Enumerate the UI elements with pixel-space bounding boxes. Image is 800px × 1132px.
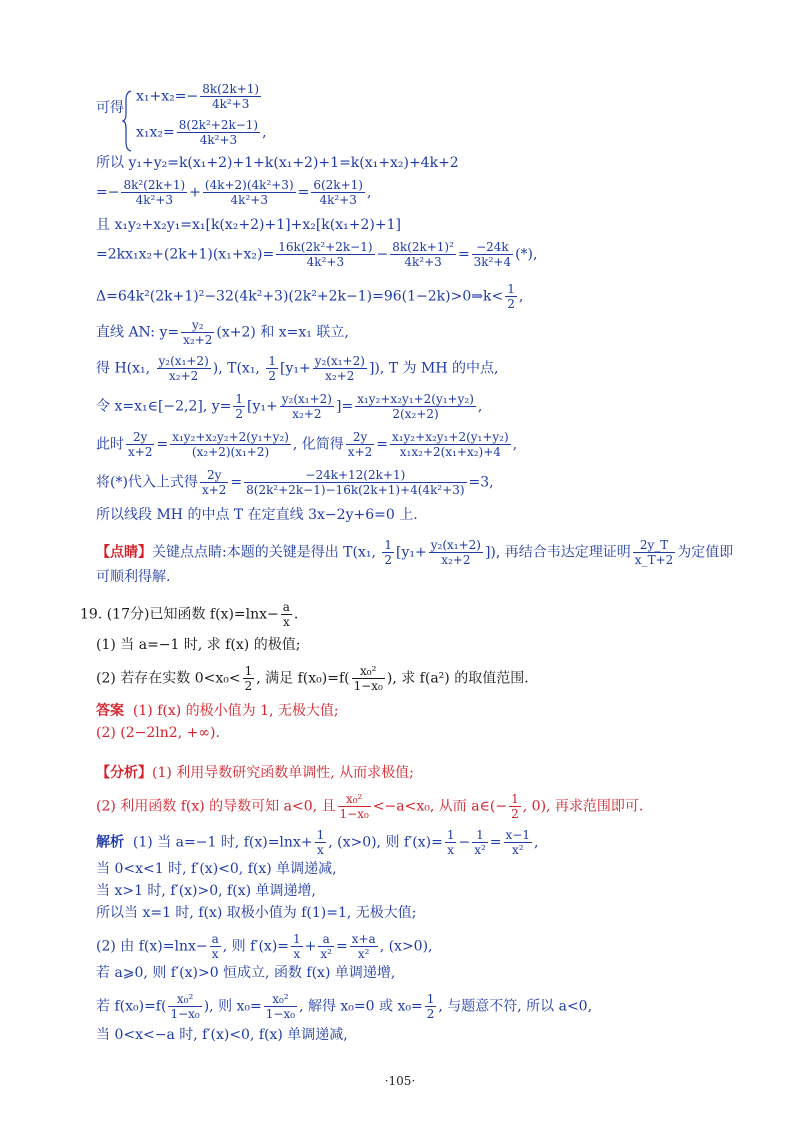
system-intro: 可得 xyxy=(96,100,124,116)
analysis-line-2: (2) 利用函数 f(x) 的导数可知 a<0, 且 $\frac{\text{x₀²}}{\text{1−x₀}}$ <−a<x₀, 从而 a∈(− $\frac{1}{2}$ , 0), 再求范围即可. xyxy=(96,792,644,821)
solution-19-line-4: 所以当 x=1 时, f(x) 取极小值为 f(1)=1, 无极大值; xyxy=(96,905,417,921)
key-point-tag: 【点睛】 xyxy=(96,544,152,561)
solution-line-10: 将(*)代入上式得 $\frac{2y}{x+2}$ = $\frac{-24k+12(2k+1)}{\text{8(2k²+2k−1)−16k(2k+1)+4(4k²+3)}}$ =3, xyxy=(96,468,494,497)
solution-line-1: 所以 y₁+y₂=k(x₁+2)+1+k(x₁+2)+1=k(x₁+x₂)+4k+2 xyxy=(96,155,459,171)
left-brace-icon xyxy=(122,90,132,152)
system-eq-1: x₁+x₂=− $\frac{8k(2k+1)}{\text{4k²+3}}$ xyxy=(136,82,260,111)
solution-19-line-6: 若 a⩾0, 则 f′(x)>0 恒成立, 函数 f(x) 单调递增, xyxy=(96,965,396,981)
solution-19-line-5: (2) 由 f(x)=lnx− $\frac{a}{x}$ , 则 f′(x)= $\frac{1}{x}$ + $\frac{a}{\text{x²}}$ = $\frac{x+a}{\text{x²}}$ , (x>0), xyxy=(96,932,433,961)
analysis-line-1: 【分析】(1) 利用导数研究函数单调性, 从而求极值; xyxy=(96,765,414,781)
solution-line-9: 此时 $\frac{2y}{x+2}$ = $\frac{\text{x₁y₂+x₂y₂+2(y₁+y₂)}}{\text{(x₂+2)(x₁+2)}}$ , 化简得 $\frac{2y}{x+2}$ = $\frac{\text{x₁y₂+x₂y₁+2(y₁+y₂)}}{\text{x₁x₂+2(x₁+x₂)+4}}$ , xyxy=(96,430,518,459)
solution-line-4: =2kx₁x₂+(2k+1)(x₁+x₂)= $\frac{\text{16k(2k²+2k−1)}}{\text{4k²+3}}$ − $\frac{\text{8k(2k+1)²}}{\text{4k²+3}}$ = $\frac{-24k}{\text{3k²+4}}$ (*), xyxy=(96,240,538,269)
key-point-note-cont: 可顺利得解. xyxy=(96,569,171,585)
answer-line-2: (2) (2−2ln2, +∞). xyxy=(96,725,220,741)
solution-line-11: 所以线段 MH 的中点 T 在定直线 3x−2y+6=0 上. xyxy=(96,507,418,523)
solution-line-6: 直线 AN: y= $\frac{\text{y₂}}{\text{x₂+2}}$ (x+2) 和 x=x₁ 联立, xyxy=(96,318,349,347)
page-number: ·105· xyxy=(384,1074,416,1088)
problem-19-stem: 19. (17分)已知函数 f(x)=lnx− $\frac{a}{x}$ . xyxy=(80,600,299,629)
key-point-note: 【点睛】关键点点睛:本题的关键是得出 T(x₁, $\frac{1}{2}$ [y₁+ $\frac{\text{y₂(x₁+2)}}{\text{x₂+2}}$ ]), 再结合韦达定理证明 $\frac{2y\_T}{x\_T+2}$ 为定值即 xyxy=(96,538,734,567)
solution-line-5: Δ=64k²(2k+1)²−32(4k²+3)(2k²+2k−1)=96(1−2k)>0⇒k< $\frac{1}{2}$ , xyxy=(96,282,524,311)
solution-19-line-1: 解析 (1) 当 a=−1 时, f(x)=lnx+ $\frac{1}{x}$ , (x>0), 则 f′(x)= $\frac{1}{x}$ − $\frac{1}{\text{x²}}$ = $\frac{x-1}{\text{x²}}$ , xyxy=(96,828,539,857)
solution-line-7: 得 H(x₁, $\frac{\text{y₂(x₁+2)}}{\text{x₂+2}}$ ), T(x₁, $\frac{1}{2}$ [y₁+ $\frac{\text{y₂(x₁+2)}}{\text{x₂+2}}$ ]), T 为 MH 的中点, xyxy=(96,354,499,383)
answer-tag: 答案 xyxy=(96,703,124,719)
solution-19-line-8: 当 0<x<−a 时, f′(x)<0, f(x) 单调递减, xyxy=(96,1027,348,1043)
problem-19-q2: (2) 若存在实数 0<x₀< $\frac{1}{2}$ , 满足 f(x₀)=f( $\frac{\text{x₀²}}{\text{1−x₀}}$ ), 求 f(a²) 的取值范围. xyxy=(96,664,529,693)
solution-19-line-3: 当 x>1 时, f′(x)>0, f(x) 单调递增, xyxy=(96,883,316,899)
analysis-tag: 【分析】 xyxy=(96,765,152,781)
solution-line-8: 令 x=x₁∈[−2,2], y= $\frac{1}{2}$ [y₁+ $\frac{\text{y₂(x₁+2)}}{\text{x₂+2}}$ ]= $\frac{\text{x₁y₂+x₂y₁+2(y₁+y₂)}}{\text{2(x₂+2)}}$ , xyxy=(96,392,483,421)
solution-tag: 解析 xyxy=(96,834,124,851)
problem-19-q1: (1) 当 a=−1 时, 求 f(x) 的极值; xyxy=(96,637,301,653)
system-eq-2: x₁x₂= $\frac{\text{8(2k²+2k−1)}}{\text{4k²+3}}$ , xyxy=(136,118,267,147)
answer-line-1: 答案 (1) f(x) 的极小值为 1, 无极大值; xyxy=(96,703,339,719)
solution-19-line-2: 当 0<x<1 时, f′(x)<0, f(x) 单调递减, xyxy=(96,861,337,877)
solution-19-line-7: 若 f(x₀)=f( $\frac{\text{x₀²}}{\text{1−x₀}}$ ), 则 x₀= $\frac{\text{x₀²}}{\text{1−x₀}}$ , 解得 x₀=0 或 x₀= $\frac{1}{2}$ , 与题意不符, 所以 a<0, xyxy=(96,992,593,1021)
solution-line-2: =− $\frac{\text{8k²(2k+1)}}{\text{4k²+3}}$ + $\frac{\text{(4k+2)(4k²+3)}}{\text{4k²+3}}$ = $\frac{6(2k+1)}{\text{4k²+3}}$ , xyxy=(96,178,372,207)
solution-line-3: 且 x₁y₂+x₂y₁=x₁[k(x₂+2)+1]+x₂[k(x₁+2)+1] xyxy=(96,217,401,233)
